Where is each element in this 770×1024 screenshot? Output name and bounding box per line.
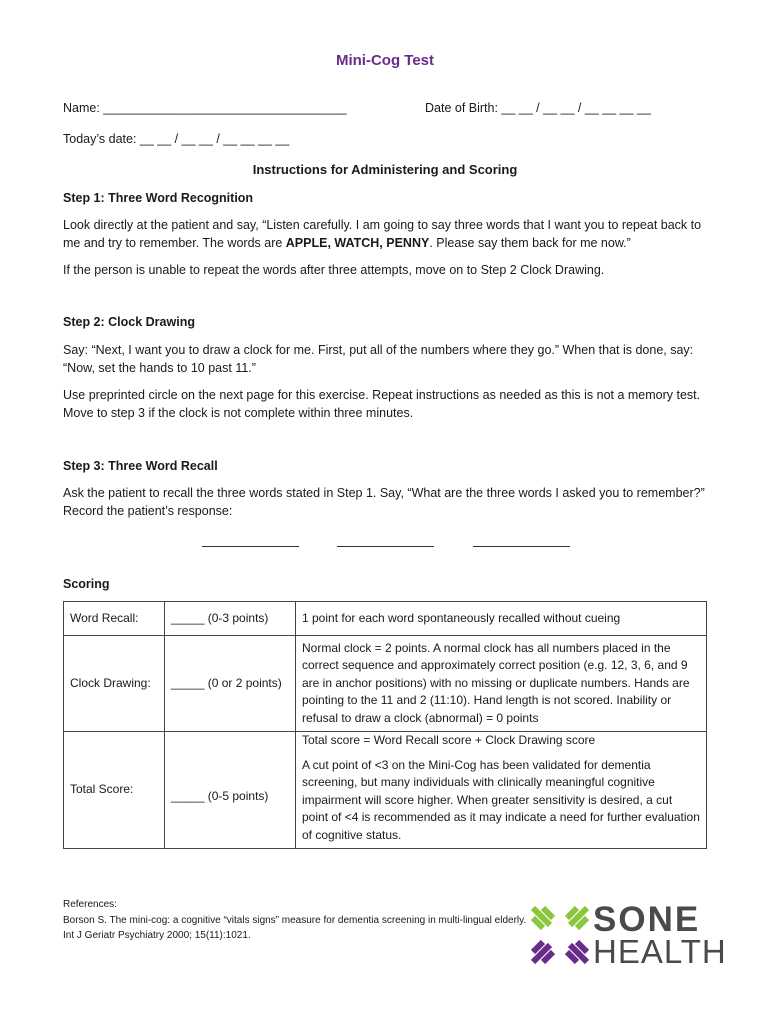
step1-words: APPLE, WATCH, PENNY (285, 236, 430, 250)
step1-text-pre: Look directly at the patient and say, “Listen carefully. I am going to say three words that I want you to repeat back to me and try to remember. The words are (63, 218, 702, 250)
logo-sone-text: SONE (593, 900, 701, 939)
name-field[interactable]: Name: ___________________________________ (63, 101, 347, 115)
recall-answer-3[interactable] (473, 538, 570, 547)
recall-answer-1[interactable] (202, 538, 299, 547)
row-points[interactable]: _____ (0-5 points) (165, 732, 296, 849)
step1-text-post: . Please say them back for me now.” (429, 236, 631, 250)
scoring-table (63, 601, 707, 849)
references-heading: References: (63, 899, 117, 910)
total-score-formula: Total score = Word Recall score + Clock Drawing score (302, 733, 596, 747)
step2-text1: Say: “Next, I want you to draw a clock for me. First, put all of the numbers where they go.” When that is done, say: “Now, set the hands to 10 past 11.” (63, 343, 694, 375)
row-label: Clock Drawing: (64, 636, 165, 732)
step1-text2: If the person is unable to repeat the words after three attempts, move on to Step 2 Clock Drawing. (63, 263, 605, 277)
scoring-heading: Scoring (63, 577, 110, 591)
step3-text1: Ask the patient to recall the three words stated in Step 1. Say, “What are the three words I asked you to remember?” Record the patient’s response: (63, 486, 705, 518)
row-description: Normal clock = 2 points. A normal clock has all numbers placed in the correct sequence and approximately correct position (e.g. 12, 3, 6, and 9 are in anchor positions) with no missing or duplicate numbers. Hands are pointing to the 11 and 2 (11:10). Hand length is not scored. Inability or refusal to draw a clock (abnormal) = 0 points (296, 636, 707, 732)
step3-heading: Step 3: Three Word Recall (63, 459, 218, 473)
recall-answer-2[interactable] (337, 538, 434, 547)
logo-health-text: HEALTH (593, 933, 727, 970)
step2-text2: Use preprinted circle on the next page for this exercise. Repeat instructions as needed as this is not a memory test. Move to step 3 if the clock is not complete within three minutes. (63, 388, 701, 420)
table-row (64, 602, 707, 636)
step1-heading: Step 1: Three Word Recognition (63, 191, 254, 205)
step1-text (63, 216, 713, 252)
row-description: 1 point for each word spontaneously recalled without cueing (296, 602, 707, 636)
row-description (296, 732, 707, 849)
row-label: Total Score: (64, 732, 165, 849)
sone-health-logo (528, 900, 727, 970)
table-row (64, 636, 707, 732)
logo-mark-icon (530, 905, 590, 965)
references (63, 897, 533, 944)
row-points[interactable]: _____ (0-3 points) (165, 602, 296, 636)
references-text: Borson S. The mini-cog: a cognitive “vitals signs” measure for dementia screening in multi-lingual elderly. Int J Geriatr Psychiatry 2000; 15(11):1021. (63, 914, 527, 941)
instructions-heading: Instructions for Administering and Scoring (252, 162, 518, 177)
document-title: Mini-Cog Test (335, 52, 435, 69)
cut-point-note: A cut point of <3 on the Mini-Cog has been validated for dementia screening, but many individuals with clinically meaningful cognitive impairment will score higher. When greater sensitivity is desired, a cut point of <4 is recommended as it may indicate a need for further evaluation of cognitive status. (302, 757, 700, 842)
table-row (64, 732, 707, 849)
step2-heading: Step 2: Clock Drawing (63, 315, 195, 329)
today-date-field[interactable]: Today’s date: __ __ / __ __ / __ __ __ __ (63, 132, 290, 146)
row-points[interactable]: _____ (0 or 2 points) (165, 636, 296, 732)
dob-field[interactable]: Date of Birth: __ __ / __ __ / __ __ __ __ (425, 101, 651, 115)
row-label: Word Recall: (64, 602, 165, 636)
